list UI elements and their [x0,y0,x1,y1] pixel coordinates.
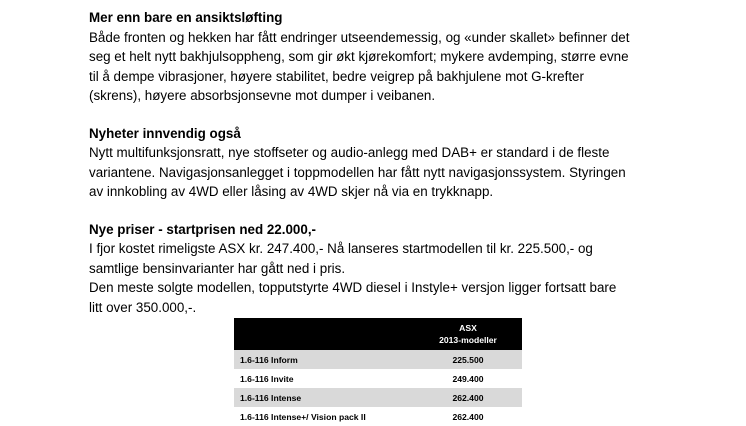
table-header-line: 2013-modeller [439,335,497,345]
section-paragraph [89,143,689,202]
table-header-line: ASX [459,323,477,333]
price-table [234,318,522,426]
section-facelift [89,8,689,106]
table-row [234,407,522,426]
paragraph-line: Nytt multifunksjonsratt, nye stoffseter og audio-anlegg med DAB+ er standard i de fleste [89,145,610,160]
table-cell-price: 262.400 [414,407,522,426]
section-heading: Nyheter innvendig også [89,125,241,141]
table-cell-model: 1.6-116 Invite [234,369,414,388]
paragraph-line: litt over 350.000,-. [89,299,197,315]
section-paragraph [89,28,689,106]
paragraph-line: (skrens), høyere absorbsjonsevne mot dumper i veibanen. [89,88,436,103]
section-paragraph [89,239,689,317]
section-interior [89,124,689,202]
section-prices [89,220,689,318]
document-body [89,8,689,335]
table-cell-price: 225.500 [414,350,522,369]
paragraph-line: av innkobling av 4WD eller låsing av 4WD skjer nå via en trykknapp. [89,184,494,199]
table-header-row [234,318,522,350]
paragraph-line: variantene. Navigasjonsanlegget i toppmodellen har fått nytt navigasjonssystem. Styringen [89,164,626,180]
table-header-empty [234,318,414,350]
table-cell-model: 1.6-116 Inform [234,350,414,369]
table-cell-price: 249.400 [414,369,522,388]
paragraph-line: samtlige bensinvarianter har gått ned i pris. [89,260,346,276]
table-header-asx [414,318,522,350]
table-cell-model: 1.6-116 Intense+/ Vision pack II [234,407,414,426]
paragraph-line: seg et helt nytt bakhjulsoppheng, som gir økt kjørekomfort; mykere avdemping, større evne [89,49,629,64]
table-row [234,388,522,407]
paragraph-line: Både fronten og hekken har fått endringer utseendemessig, og «under skallet» befinner det [89,29,630,45]
paragraph-line: I fjor kostet rimeligste ASX kr. 247.400,- Nå lanseres startmodellen til kr. 225.500,- og [89,241,593,256]
paragraph-line: til å dempe vibrasjoner, høyere stabilitet, bedre veigrep på bakhjulene mot G-krefter [89,68,584,84]
table-cell-price: 262.400 [414,388,522,407]
table-row [234,369,522,388]
paragraph-line: Den meste solgte modellen, topputstyrte 4WD diesel i Instyle+ versjon ligger fortsatt bare [89,280,617,295]
table-cell-model: 1.6-116 Intense [234,388,414,407]
section-heading: Nye priser - startprisen ned 22.000,- [89,221,316,237]
table-row [234,350,522,369]
section-heading: Mer enn bare en ansiktsløfting [89,10,283,25]
